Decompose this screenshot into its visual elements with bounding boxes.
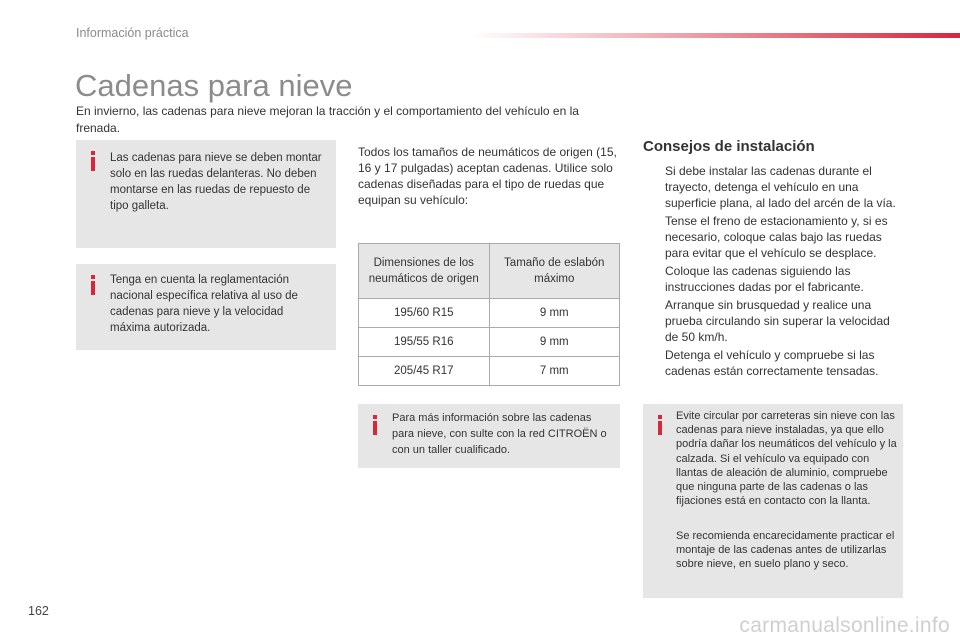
list-item-text: Arranque sin brusquedad y realice una prueba circulando sin superar la velocidad de 50 km/h.	[665, 298, 890, 344]
table-row	[359, 357, 620, 386]
info-text: Evite circular por carreteras sin nieve con las cadenas para nieve instaladas, ya que ello podría dañar los neumáticos del vehículo y la calzada. Si el vehículo va equipado con llantas de aleación de aluminio, compruebe que ninguna parte de las cadenas o las fijaciones está en contacto con la llanta.	[676, 410, 897, 508]
table-cell: 195/60 R15	[359, 299, 490, 328]
tire-chain-table	[358, 243, 620, 386]
info-icon	[655, 415, 665, 435]
page-number: 162	[28, 604, 49, 618]
intro-paragraph: En invierno, las cadenas para nieve mejoran la tracción y el comportamiento del vehículo en la frenada.	[76, 104, 579, 135]
info-text: Tenga en cuenta la reglamentación nacional específica relativa al uso de cadenas para nieve y la velocidad máxima autorizada.	[110, 274, 298, 334]
info-icon	[88, 275, 98, 295]
tire-size-paragraph: Todos los tamaños de neumáticos de origen (15, 16 y 17 pulgadas) aceptan cadenas. Utilice solo cadenas diseñadas para el tipo de ruedas que equipan su vehículo:	[358, 145, 617, 207]
list-item	[643, 347, 905, 379]
info-text: Para más información sobre las cadenas para nieve, con sulte con la red CITROËN o con un taller cualificado.	[392, 412, 607, 456]
info-icon	[370, 415, 380, 435]
table-cell: 7 mm	[489, 357, 620, 386]
table-cell: 195/55 R16	[359, 328, 490, 357]
table-cell: 205/45 R17	[359, 357, 490, 386]
info-text: Las cadenas para nieve se deben montar solo en las ruedas delanteras. No deben montarse en las ruedas de repuesto de tipo galleta.	[110, 152, 322, 212]
list-item-text: Coloque las cadenas siguiendo las instrucciones dadas por el fabricante.	[665, 264, 864, 294]
section-label: Información práctica	[76, 26, 189, 40]
table-header-link-size: Tamaño de eslabón máximo	[489, 244, 620, 299]
info-box-citroen-network	[358, 404, 620, 468]
info-box-snowless-roads	[643, 404, 903, 598]
header-accent-bar	[470, 33, 960, 38]
list-item-text: Detenga el vehículo y compruebe si las cadenas están correctamente tensadas.	[665, 348, 879, 378]
page-title: Cadenas para nieve	[75, 68, 353, 103]
list-item	[643, 213, 905, 261]
list-item	[643, 163, 905, 211]
info-box-regulations	[76, 264, 336, 350]
table-cell: 9 mm	[489, 328, 620, 357]
table-cell: 9 mm	[489, 299, 620, 328]
installation-tips-list	[643, 163, 905, 381]
info-box-front-wheels	[76, 140, 336, 248]
list-item	[643, 263, 905, 295]
table-row	[359, 299, 620, 328]
table-header-row	[359, 244, 620, 299]
list-item	[643, 297, 905, 345]
list-item-text: Si debe instalar las cadenas durante el trayecto, detenga el vehículo en una superficie plana, al lado del arcén de la vía.	[665, 164, 896, 210]
info-icon	[88, 151, 98, 171]
list-item-text: Tense el freno de estacionamiento y, si es necesario, coloque calas bajo las ruedas para evitar que el vehículo se desplace.	[665, 214, 888, 260]
installation-heading: Consejos de instalación	[643, 138, 815, 155]
watermark: carmanualsonline.info	[739, 614, 950, 637]
table-row	[359, 328, 620, 357]
info-text: Se recomienda encarecidamente practicar el montaje de las cadenas antes de utilizarlas sobre nieve, en suelo plano y seco.	[676, 530, 895, 571]
table-header-tire-dimensions: Dimensiones de los neumáticos de origen	[359, 244, 490, 299]
